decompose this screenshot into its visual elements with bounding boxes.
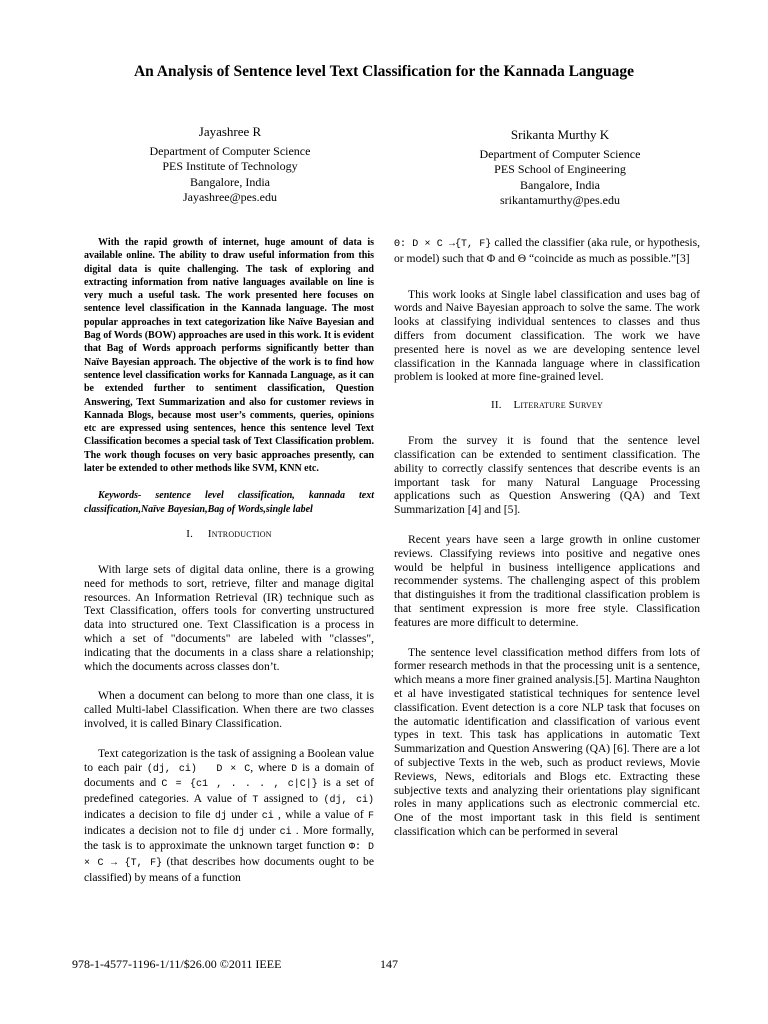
section-title: Literature Survey — [513, 399, 603, 412]
survey-paragraph-1: From the survey it is found that the sentence level classification can be extended to sentiment classification. The ability to correctly classify sentences that describe events is an important task for many Natural Language Processing applications such as Question Answering (QA) and Text Summarization [4] and [5]. — [394, 434, 700, 517]
author-dept: Department of Computer Science — [149, 143, 311, 158]
classifier-definition: Θ: D × C →{T, F} called the classifier (aka rule, or hypothesis, or model) such that Φ and Θ “coincide as much as possible.”[3] — [394, 236, 700, 265]
author-dept: Department of Computer Science — [479, 146, 641, 161]
footer-isbn: 978-1-4577-1196-1/11/$26.00 ©2011 IEEE — [72, 957, 282, 971]
author-email[interactable]: Jayashree@pes.edu — [182, 190, 277, 204]
right-column — [394, 236, 700, 839]
section-heading-literature-survey — [394, 398, 700, 412]
section-number: II. — [491, 399, 502, 412]
author-block-1 — [90, 124, 370, 206]
page-number: 147 — [380, 957, 398, 971]
intro-paragraph-1: With large sets of digital data online, there is a growing need for methods to sort, retrieve, filter and manage digital resources. An Information Retrieval (IR) technique such as Text Classification, offers tools for converting unstructured data into structured one. Text Classification is a process in which a set of "documents" are labeled with "classes", indicating that the documents in a class share a relationship; which the documents across classes don’t. — [84, 562, 374, 673]
survey-paragraph-3: The sentence level classification method differs from lots of former research methods in that the processing unit is a sentence, which means a more finer grained analysis.[5]. Martina Naughton et al have investigated statistical techniques for sentence level classification. Event detection is a core NLP task that focuses on the automatic identification and classification of various event types in text. This task has applications in automatic Text Summarization and Question Answering (QA) [6]. There are a lot of subjective Texts in the web, such as product reviews, Movie Reviews, News, editorials and Blogs etc. Extracting these subjective texts and analyzing their orientations play significant roles in many applications such as electronic commercial etc. One of the most important task in this field is sentiment classification which can be performed in several — [394, 645, 700, 838]
intro-paragraph-2: When a document can belong to more than one class, it is called Multi-label Classification. When there are two classes involved, it is called Binary Classification. — [84, 689, 374, 730]
author-name: Srikanta Murthy K — [510, 127, 610, 142]
intro-paragraph-3: Text categorization is the task of assigning a Boolean value to each pair (dj, ci) D × C, where D is a domain of documents and C = {c1 , . . . , c|C|} is a set of predefined categories. A value of T assigned to (dj, ci) indicates a decision to file dj under ci , while a value of F indicates a decision not to file dj under ci . More formally, the task is to approximate the unknown target function Φ: D × C → {T, F} (that describes how documents ought to be classified) by means of a function — [84, 746, 375, 885]
section-number: I. — [186, 527, 194, 540]
author-email[interactable]: srikantamurthy@pes.edu — [499, 193, 621, 207]
author-block-2 — [410, 127, 710, 209]
keywords: Keywords- sentence level classification, kannada text classification,Naïve Bayesian,Bag of Words,single label — [84, 490, 374, 515]
author-location: Bangalore, India — [520, 177, 600, 192]
section-heading-introduction — [84, 527, 374, 541]
author-org: PES Institute of Technology — [162, 159, 298, 173]
abstract: With the rapid growth of internet, huge amount of data is available online. The ability to draw useful information from this digital data is quite challenging. The task of exploring and extracting information from native languages available on line is very much a useful task. The work presented here focuses on sentence level classification in the Kannada language. The most popular approaches in text categorization like Naïve Bayesian and Bag of Words (BOW) approaches are used in this work. It is evident that Bag of Words approach performs significantly better than Naïve Bayesian approach. The objective of the work is to find how sentence level classification works for Kannada Language, as it can be extended further to sentiment classification, Question Answering, Text Summarization and also for customer reviews in Kannada Blogs, because most user’s comments, queries, opinions etc are expressed using sentences, hence this sentence level Text Classification becomes a special task of Text Classification problem. The work though focuses on very basic approaches presently, can later be extended to other methods like SVM, KNN etc. — [84, 237, 374, 475]
paper-title: An Analysis of Sentence level Text Classification for the Kannada Language — [133, 63, 635, 80]
author-org: PES School of Engineering — [494, 162, 626, 176]
paragraph-single-label: This work looks at Single label classification and uses bag of words and Naive Bayesian approach to solve the same. The work looks at classifying individual sentences to classes and thus differs from document classification. The work we have presented here is novel as we are developing sentence level classification in the Kannada language where in classification problem is looked at more fine-grained level. — [394, 287, 700, 384]
author-name: Jayashree R — [198, 124, 262, 139]
left-column — [84, 236, 374, 885]
survey-paragraph-2: Recent years have seen a large growth in online customer reviews. Classifying reviews into positive and negative ones would be helpful in business intelligence applications and recommender systems. The challenging aspect of this problem that distinguishes it from the traditional classification problem is that sentiment expression is more free style. Classification features are more difficult to determine. — [394, 532, 700, 629]
section-title: Introduction — [207, 527, 272, 540]
author-location: Bangalore, India — [190, 174, 270, 189]
